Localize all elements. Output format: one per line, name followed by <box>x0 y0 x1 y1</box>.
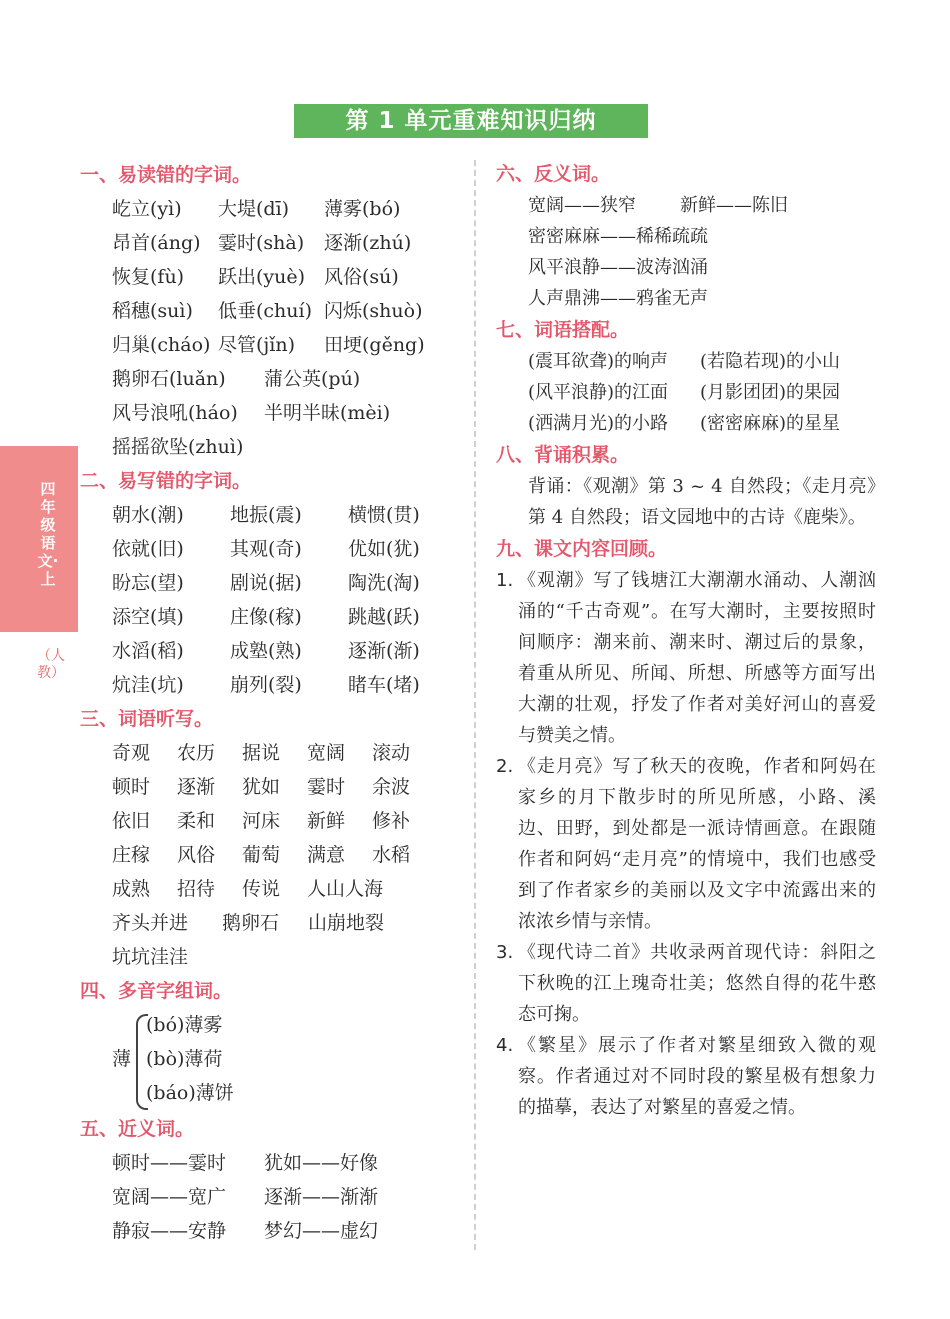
word: 其观(奇) <box>230 538 302 560</box>
word: 成塾(熟) <box>230 640 302 662</box>
word: 崩列(裂) <box>230 674 302 696</box>
word-row <box>80 566 460 600</box>
word: 添空(填) <box>112 606 184 628</box>
word: 水滔(稻) <box>112 640 184 662</box>
word: 风俗(sú) <box>324 266 399 288</box>
word: 齐头并进 <box>112 912 189 934</box>
word: 跃出(yuè) <box>218 266 306 288</box>
word-row <box>80 1180 460 1214</box>
word: 炕洼(坑) <box>112 674 184 696</box>
word-row <box>80 362 460 396</box>
section-heading: 九、课文内容回顾。 <box>496 538 668 560</box>
word: 优如(犹) <box>348 538 420 560</box>
right-column <box>496 158 876 1123</box>
word-row <box>80 940 460 974</box>
review-item <box>496 937 876 1030</box>
word-pair: 风平浪静——波涛汹涌 <box>528 257 708 278</box>
collocation: (月影团团)的果园 <box>700 382 841 403</box>
word: 逐渐(zhú) <box>324 232 412 254</box>
word: 睹车(堵) <box>348 674 420 696</box>
section-heading: 二、易写错的字词。 <box>80 470 252 492</box>
word: 依旧 <box>112 810 151 832</box>
word-row <box>80 328 460 362</box>
word-row <box>80 532 460 566</box>
word: 屹立(yì) <box>112 198 182 220</box>
word: 庄像(稼) <box>230 606 302 628</box>
word: 据说 <box>242 742 281 764</box>
word-pair: 密密麻麻——稀稀疏疏 <box>528 226 708 247</box>
item-text: 《繁星》展示了作者对繁星细致入微的观察。作者通过对不同时段的繁星极有想象力的描摹，表达了对繁星的喜爱之情。 <box>518 1035 876 1118</box>
polyphone-option: (bó)薄雾 <box>146 1014 223 1036</box>
word-row <box>80 634 460 668</box>
word-row <box>496 252 876 283</box>
word: 逐渐 <box>177 776 216 798</box>
word: 满意 <box>307 844 346 866</box>
word: 余波 <box>372 776 411 798</box>
word: 尽管(jǐn) <box>218 334 296 356</box>
review-item <box>496 565 876 751</box>
collocation: (若隐若现)的小山 <box>700 351 841 372</box>
word-row <box>80 838 460 872</box>
word-row <box>496 190 876 221</box>
word-row <box>80 770 460 804</box>
word: 陶洗(淘) <box>348 572 420 594</box>
word-pair: 犹如——好像 <box>264 1152 379 1174</box>
word-pair: 宽阔——狭窄 <box>528 195 636 216</box>
word-pair: 宽阔——宽广 <box>112 1186 227 1208</box>
item-number: 2. <box>496 756 514 777</box>
item-text: 《现代诗二首》共收录两首现代诗：斜阳之下秋晚的江上瑰奇壮美；悠然自得的花牛憨态可掬。 <box>518 942 876 1025</box>
section-heading: 六、反义词。 <box>496 163 611 185</box>
word: 滚动 <box>372 742 411 764</box>
word: 田埂(gěng) <box>324 334 425 356</box>
word: 河床 <box>242 810 281 832</box>
word-row <box>80 192 460 226</box>
column-divider <box>474 160 476 1250</box>
section-heading: 四、多音字组词。 <box>80 980 233 1002</box>
word: 朝水(潮) <box>112 504 184 526</box>
word: 摇摇欲坠(zhuì) <box>112 436 244 458</box>
section-heading: 五、近义词。 <box>80 1118 195 1140</box>
side-tab-edition: （人教） <box>37 648 65 681</box>
word: 横惯(贯) <box>348 504 420 526</box>
word: 农历 <box>177 742 216 764</box>
word: 昂首(áng) <box>112 232 201 254</box>
word: 霎时(shà) <box>218 232 305 254</box>
word: 低垂(chuí) <box>218 300 313 322</box>
section-heading: 三、词语听写。 <box>80 708 214 730</box>
word: 传说 <box>242 878 281 900</box>
word: 新鲜 <box>307 810 346 832</box>
word-row <box>80 226 460 260</box>
word-row <box>496 377 876 408</box>
word: 地振(震) <box>230 504 302 526</box>
review-item <box>496 1030 876 1123</box>
word: 归巢(cháo) <box>112 334 211 356</box>
collocation: (风平浪静)的江面 <box>528 382 669 403</box>
word: 坑坑洼洼 <box>112 946 189 968</box>
polyphone-group <box>112 1008 460 1112</box>
word: 逐渐(渐) <box>348 640 420 662</box>
page-title: 第 1 单元重难知识归纳 <box>294 104 648 138</box>
word: 半明半昧(mèi) <box>264 402 391 424</box>
word: 修补 <box>372 810 411 832</box>
word-row <box>496 408 876 439</box>
word-row <box>80 498 460 532</box>
polyphone-option: (báo)薄饼 <box>146 1082 234 1104</box>
word-pair: 新鲜——陈旧 <box>680 195 788 216</box>
word-row <box>80 872 460 906</box>
word: 盼忘(望) <box>112 572 184 594</box>
word-pair: 顿时——霎时 <box>112 1152 227 1174</box>
item-number: 1. <box>496 570 514 591</box>
word-row <box>496 283 876 314</box>
word-pair: 人声鼎沸——鸦雀无声 <box>528 288 708 309</box>
word: 蒲公英(pú) <box>264 368 361 390</box>
polyphone-char: 薄 <box>112 1048 132 1070</box>
word: 庄稼 <box>112 844 151 866</box>
word-row <box>80 906 460 940</box>
word: 宽阔 <box>307 742 346 764</box>
collocation: (洒满月光)的小路 <box>528 413 669 434</box>
word-row <box>80 260 460 294</box>
item-number: 3. <box>496 942 514 963</box>
word: 大堤(dī) <box>218 198 290 220</box>
polyphone-option: (bò)薄荷 <box>146 1048 223 1070</box>
word: 葡萄 <box>242 844 281 866</box>
word-row <box>80 430 460 464</box>
section-heading: 七、词语搭配。 <box>496 319 630 341</box>
side-tab-grade: 四年级语文·上 <box>37 480 59 588</box>
word-row <box>496 221 876 252</box>
section-heading: 八、背诵积累。 <box>496 444 630 466</box>
word: 薄雾(bó) <box>324 198 401 220</box>
word-row <box>80 668 460 702</box>
word: 山崩地裂 <box>308 912 385 934</box>
left-column <box>80 158 460 1248</box>
word: 依就(旧) <box>112 538 184 560</box>
word-pair: 静寂——安静 <box>112 1220 227 1242</box>
word: 恢复(fù) <box>112 266 185 288</box>
word: 犹如 <box>242 776 281 798</box>
recitation-text: 背诵：《观潮》第 3 ~ 4 自然段；《走月亮》第 4 自然段；语文园地中的古诗《鹿柴》。 <box>528 476 876 528</box>
word: 跳越(跃) <box>348 606 420 628</box>
word: 风俗 <box>177 844 216 866</box>
word-row <box>80 1146 460 1180</box>
word: 成熟 <box>112 878 151 900</box>
word: 顿时 <box>112 776 151 798</box>
word-row <box>80 804 460 838</box>
word-row <box>80 396 460 430</box>
section-heading: 一、易读错的字词。 <box>80 164 252 186</box>
word: 稻穗(suì) <box>112 300 193 322</box>
word: 风号浪吼(háo) <box>112 402 238 424</box>
word: 水稻 <box>372 844 411 866</box>
collocation: (震耳欲聋)的响声 <box>528 351 669 372</box>
review-item <box>496 751 876 937</box>
word: 奇观 <box>112 742 151 764</box>
word: 剧说(据) <box>230 572 302 594</box>
word: 柔和 <box>177 810 216 832</box>
item-number: 4. <box>496 1035 514 1056</box>
word-row <box>80 1214 460 1248</box>
word-row <box>80 294 460 328</box>
word: 闪烁(shuò) <box>324 300 423 322</box>
word-pair: 逐渐——渐渐 <box>264 1186 379 1208</box>
word-pair: 梦幻——虚幻 <box>264 1220 379 1242</box>
word: 霎时 <box>307 776 346 798</box>
word-row <box>80 736 460 770</box>
word: 鹅卵石 <box>222 912 280 934</box>
word: 招待 <box>177 878 216 900</box>
collocation: (密密麻麻)的星星 <box>700 413 841 434</box>
word: 鹅卵石(luǎn) <box>112 368 226 390</box>
item-text: 《走月亮》写了秋天的夜晚，作者和阿妈在家乡的月下散步时的所见所感，小路、溪边、田野，到处都是一派诗情画意。在跟随作者和阿妈“走月亮”的情境中，我们也感受到了作者家乡的美丽以及文字中流露出来的浓浓乡情与亲情。 <box>518 756 876 932</box>
word-row <box>496 346 876 377</box>
item-text: 《观潮》写了钱塘江大潮潮水涌动、人潮汹涌的“千古奇观”。在写大潮时，主要按照时间顺序：潮来前、潮来时、潮过后的景象，着重从所见、所闻、所想、所感等方面写出大潮的壮观，抒发了作者对美好河山的喜爱与赞美之情。 <box>518 570 876 746</box>
word: 人山人海 <box>307 878 384 900</box>
word-row <box>80 600 460 634</box>
